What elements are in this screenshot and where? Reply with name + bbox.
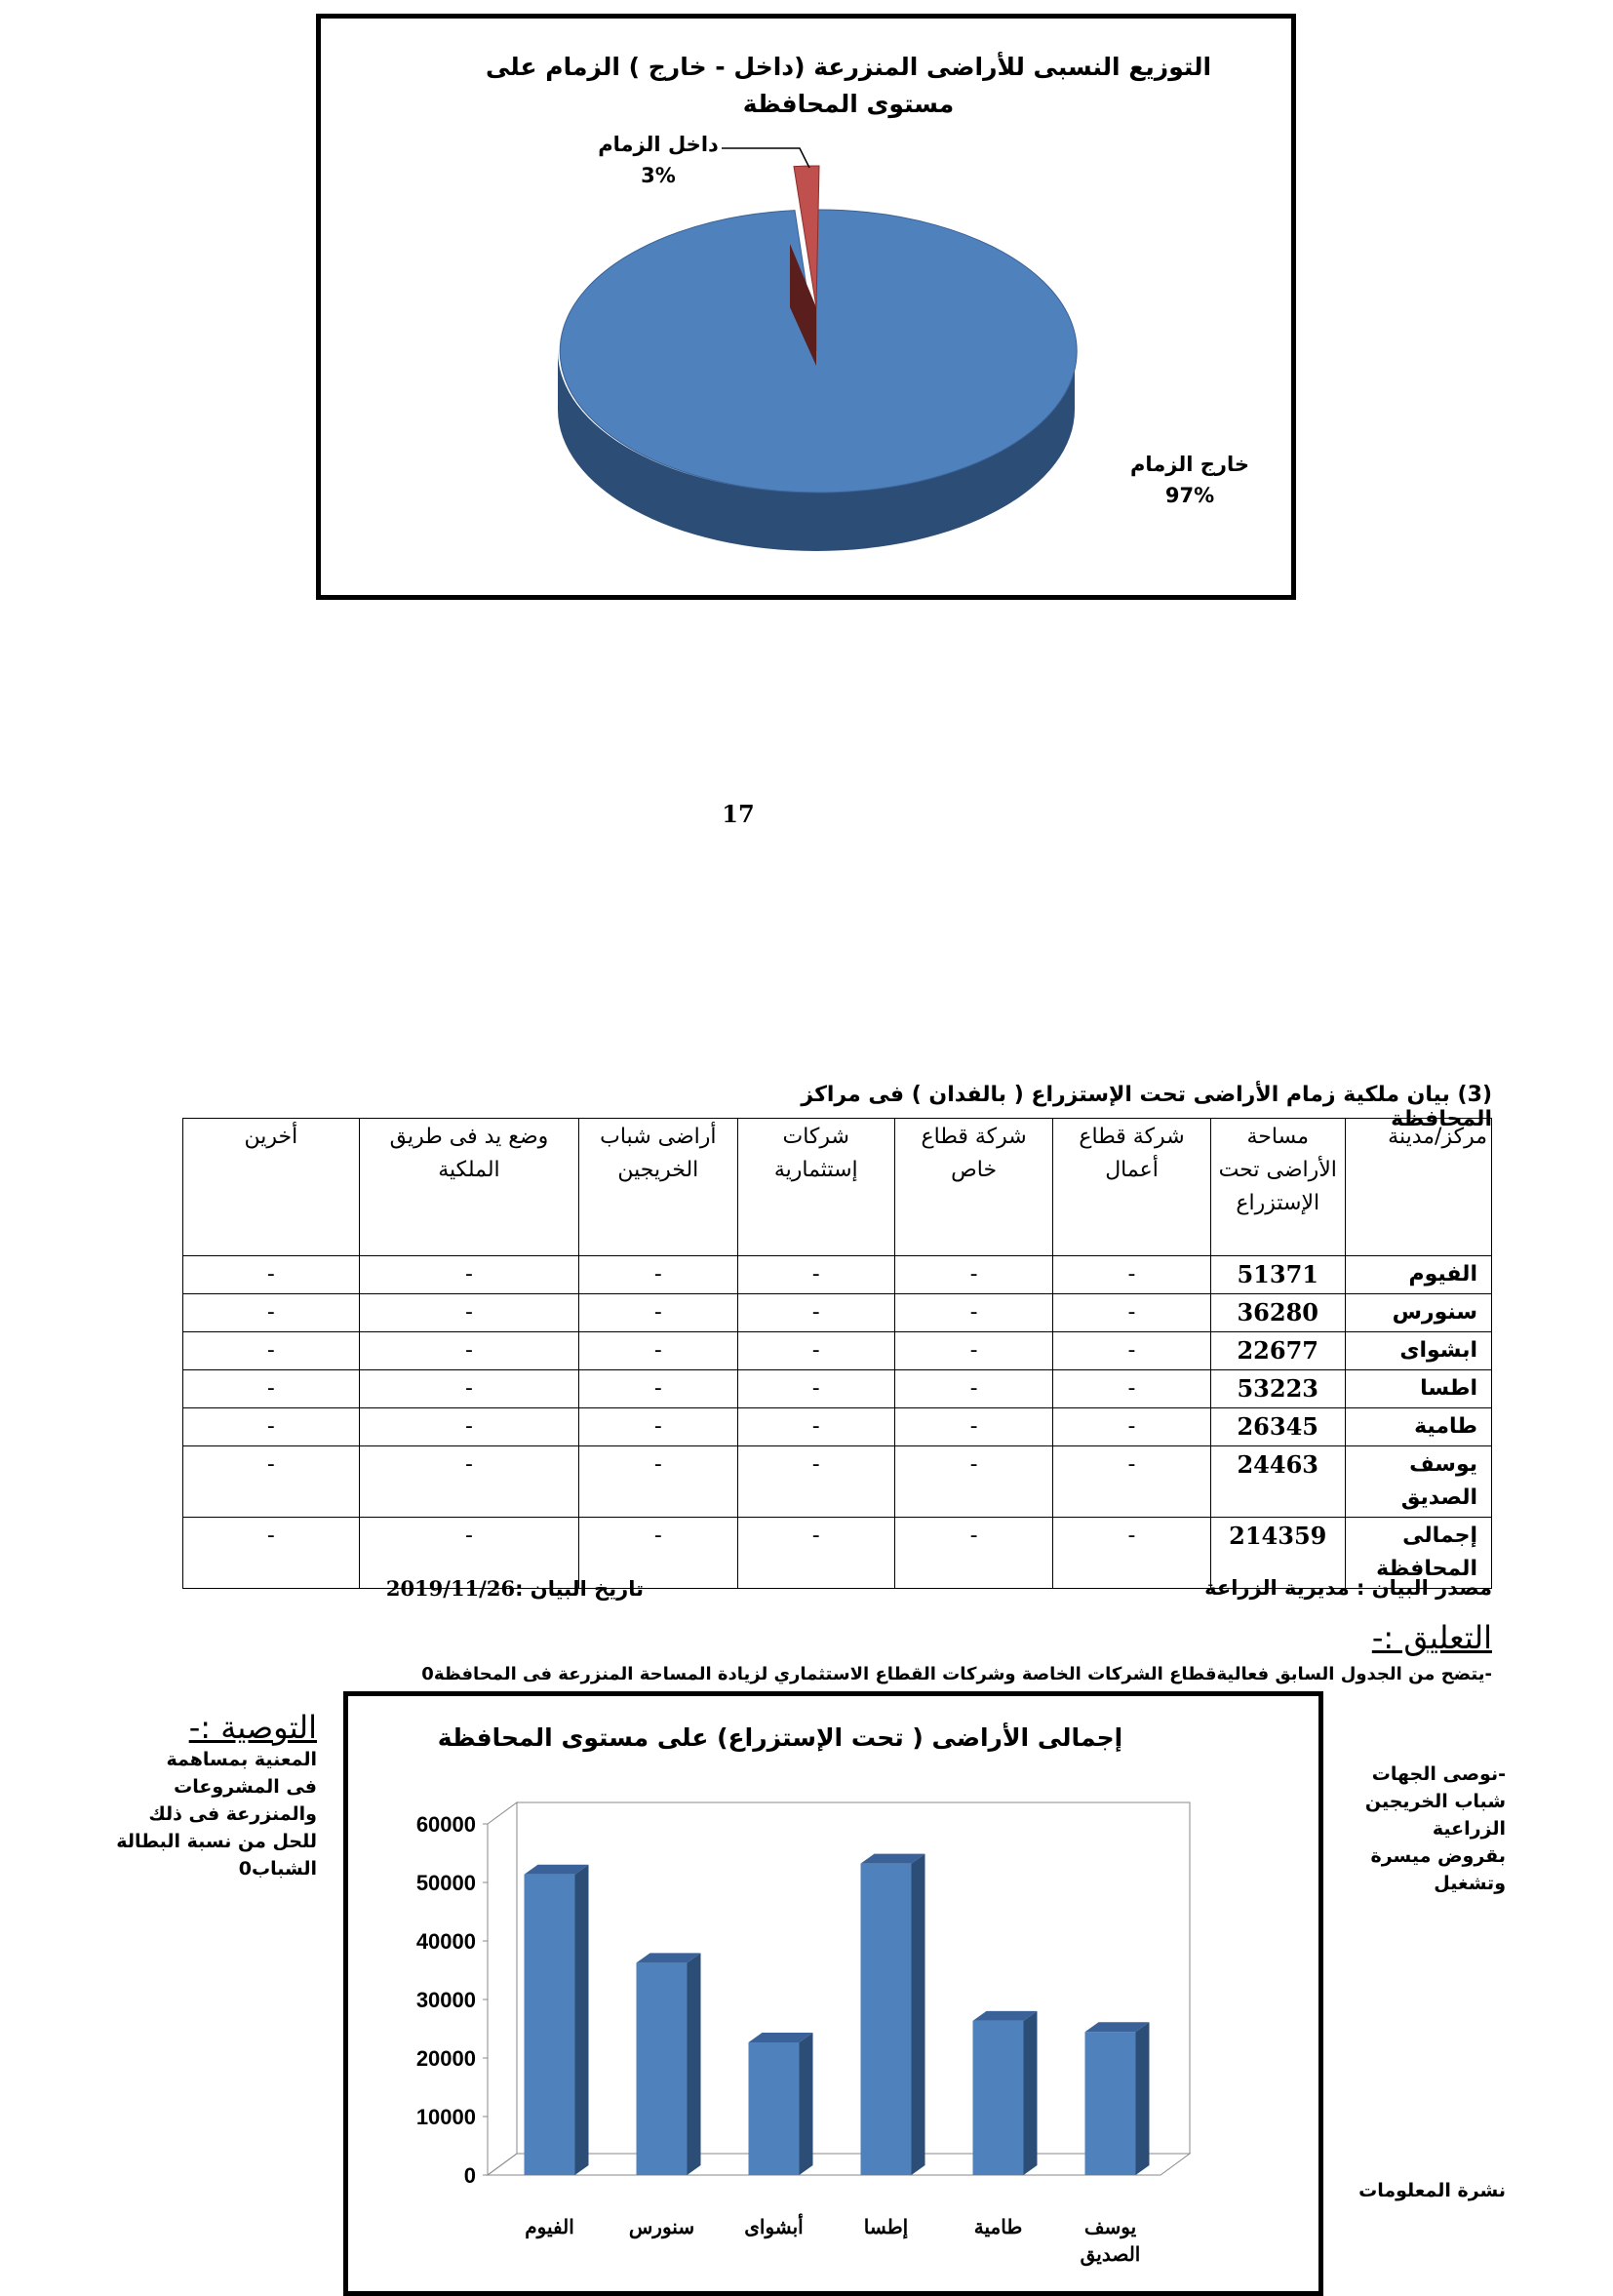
- cell-value: -: [183, 1408, 360, 1446]
- table-row: [183, 1408, 1492, 1446]
- header-public-business: شركة قطاع أعمال: [1053, 1119, 1210, 1256]
- recommendation-right-line: شباب الخريجين: [1364, 1791, 1506, 1812]
- cell-area-value: 214359: [1210, 1518, 1345, 1589]
- bar-side: [1024, 2011, 1038, 2175]
- date-value: 2019/11/26: [385, 1576, 516, 1601]
- cell-value: -: [359, 1518, 578, 1589]
- bar-chart-graphic: [371, 1775, 1307, 2273]
- pie-chart-title: التوزيع النسبى للأراضى المنزرعة (داخل - خارج ) الزمام على مستوى المحافظة: [485, 53, 1212, 118]
- x-category-label: سنورس: [628, 2217, 695, 2238]
- cell-value: -: [737, 1446, 894, 1518]
- cell-value: -: [1053, 1408, 1210, 1446]
- cell-value: -: [579, 1370, 737, 1408]
- pie-slice-outside: [560, 210, 1077, 493]
- cell-value: -: [359, 1370, 578, 1408]
- cell-value: -: [894, 1294, 1052, 1332]
- recommendation-left-line: فى المشروعات: [174, 1776, 317, 1798]
- chart-side-wall: [488, 1802, 517, 2175]
- cell-value: -: [737, 1518, 894, 1589]
- header-investment-companies: شركات إستثمارية: [737, 1119, 894, 1256]
- cell-value: -: [579, 1294, 737, 1332]
- cell-value: -: [359, 1256, 578, 1294]
- pie-chart-graphic: [322, 117, 1287, 585]
- cell-value: -: [737, 1294, 894, 1332]
- cell-value: -: [183, 1332, 360, 1370]
- pie-label-inside-value: 3%: [641, 164, 676, 187]
- cell-area-value: 51371: [1210, 1256, 1345, 1294]
- recommendation-right-line: بقروض ميسرة: [1370, 1845, 1506, 1867]
- cell-value: -: [359, 1446, 578, 1518]
- bar: [637, 1962, 688, 2175]
- cell-value: -: [1053, 1294, 1210, 1332]
- cell-value: -: [737, 1408, 894, 1446]
- bar-side: [575, 1865, 589, 2175]
- date-label: تاريخ البيان :: [515, 1577, 644, 1601]
- cell-value: -: [1053, 1446, 1210, 1518]
- cell-value: -: [183, 1370, 360, 1408]
- cell-value: -: [579, 1446, 737, 1518]
- bar-chart-title: إجمالى الأراضى ( تحت الإستزراع) على مستوى المحافظة: [437, 1723, 1123, 1752]
- cell-value: -: [1053, 1332, 1210, 1370]
- cell-value: -: [894, 1446, 1052, 1518]
- cell-area-value: 53223: [1210, 1370, 1345, 1408]
- bar-side: [912, 1854, 925, 2175]
- bar: [1085, 2032, 1136, 2175]
- table-row: [183, 1256, 1492, 1294]
- header-area: مساحة الأراضى تحت الإستزراع: [1210, 1119, 1345, 1256]
- source-value: مديرية الزراعة: [1204, 1576, 1350, 1600]
- pie-label-outside-value: 97%: [1164, 484, 1215, 507]
- cell-city-name: اطسا: [1345, 1370, 1491, 1408]
- cell-value: -: [579, 1518, 737, 1589]
- cell-area-value: 24463: [1210, 1446, 1345, 1518]
- source-label: مصدر البيان :: [1357, 1576, 1492, 1600]
- table-row: [183, 1332, 1492, 1370]
- table-caption: (3) بيان ملكية زمام الأراضى تحت الإستزراع ( بالفدان ) فى مراكز المحافظة: [801, 1083, 1492, 1131]
- y-tick-label: 30000: [415, 1988, 476, 2012]
- recommendation-right-line: الزراعية: [1432, 1818, 1506, 1840]
- cell-value: -: [183, 1256, 360, 1294]
- comment-text: -يتضح من الجدول السابق فعاليةقطاع الشركات الخاصة وشركات القطاع الاستثماري لزيادة المساحة المنزرعة فى المحافظة0: [421, 1664, 1492, 1684]
- recommendation-right-line: -نوصى الجهات: [1371, 1763, 1506, 1785]
- recommendation-left-line: المعنية بمساهمة: [166, 1749, 317, 1770]
- bar: [973, 2021, 1024, 2175]
- date-info: [361, 1576, 644, 1601]
- cell-value: -: [1053, 1370, 1210, 1408]
- cell-value: -: [737, 1370, 894, 1408]
- cell-value: -: [183, 1294, 360, 1332]
- cell-area-value: 26345: [1210, 1408, 1345, 1446]
- cell-value: -: [579, 1408, 737, 1446]
- cell-value: -: [737, 1332, 894, 1370]
- y-tick-label: 20000: [415, 2046, 476, 2071]
- source-info: [995, 1576, 1492, 1600]
- cell-value: -: [894, 1408, 1052, 1446]
- cell-city-name: سنورس: [1345, 1294, 1491, 1332]
- cell-city-name: إجمالى المحافظة: [1345, 1518, 1491, 1589]
- cell-value: -: [1053, 1256, 1210, 1294]
- cell-value: -: [894, 1256, 1052, 1294]
- recommendation-left-line: الشباب0: [238, 1858, 317, 1880]
- table-row: [183, 1370, 1492, 1408]
- cell-value: -: [737, 1256, 894, 1294]
- cell-value: -: [183, 1446, 360, 1518]
- cell-value: -: [579, 1256, 737, 1294]
- cell-value: -: [1053, 1518, 1210, 1589]
- y-tick-label: 10000: [415, 2105, 476, 2129]
- cell-value: -: [894, 1370, 1052, 1408]
- page-number: 17: [722, 800, 755, 828]
- recommendation-heading: التوصية :-: [188, 1709, 317, 1746]
- x-category-label: يوسف الصديق: [1080, 2217, 1141, 2266]
- cell-city-name: طامية: [1345, 1408, 1491, 1446]
- cell-value: -: [894, 1518, 1052, 1589]
- table-header-row: [183, 1119, 1492, 1256]
- cell-city-name: يوسف الصديق: [1345, 1446, 1491, 1518]
- table-row: [183, 1294, 1492, 1332]
- header-graduates-land: أراضى شباب الخريجين: [579, 1119, 737, 1256]
- recommendation-right-line: وتشغيل: [1434, 1873, 1506, 1894]
- recommendation-left-text: [107, 1746, 317, 1882]
- header-city: مركز/مدينة: [1345, 1119, 1491, 1256]
- pie-label-outside-name: خارج الزمام: [1130, 453, 1249, 476]
- cell-value: -: [579, 1332, 737, 1370]
- cell-value: -: [359, 1294, 578, 1332]
- x-category-label: أبشواى: [744, 2217, 804, 2238]
- bar: [525, 1875, 575, 2175]
- cell-value: -: [359, 1332, 578, 1370]
- header-private-company: شركة قطاع خاص: [894, 1119, 1052, 1256]
- bar: [749, 2042, 800, 2175]
- cell-city-name: ابشواى: [1345, 1332, 1491, 1370]
- y-tick-label: 40000: [415, 1929, 476, 1954]
- comment-heading: التعليق :-: [1371, 1619, 1492, 1656]
- header-others: أخرين: [183, 1119, 360, 1256]
- footer-note: نشرة المعلومات: [1358, 2180, 1506, 2201]
- x-category-label: الفيوم: [525, 2217, 574, 2238]
- cell-area-value: 36280: [1210, 1294, 1345, 1332]
- header-hand-possession: وضع يد فى طريق الملكية: [359, 1119, 578, 1256]
- cell-value: -: [183, 1518, 360, 1589]
- bar: [861, 1864, 912, 2175]
- chart-floor: [488, 2154, 1190, 2175]
- y-tick-label: 50000: [415, 1871, 476, 1895]
- pie-label-inside: [585, 129, 731, 191]
- cell-area-value: 22677: [1210, 1332, 1345, 1370]
- recommendation-left-line: والمنزرعة فى ذلك: [148, 1803, 317, 1825]
- y-tick-label: 0: [463, 2163, 476, 2188]
- x-category-label: إطسا: [863, 2217, 909, 2238]
- table-row: [183, 1446, 1492, 1518]
- cell-value: -: [359, 1408, 578, 1446]
- pie-label-outside: [1121, 449, 1258, 511]
- bar-side: [800, 2033, 813, 2175]
- pie-leader-line: [722, 148, 809, 168]
- y-tick-label: 60000: [415, 1812, 476, 1837]
- recommendation-left-line: للحل من نسبة البطالة: [116, 1831, 317, 1852]
- ownership-table: [182, 1118, 1492, 1589]
- bar-side: [1136, 2022, 1150, 2175]
- cell-city-name: الفيوم: [1345, 1256, 1491, 1294]
- recommendation-right-text: [1328, 1761, 1506, 1897]
- pie-label-inside-name: داخل الزمام: [598, 133, 719, 156]
- cell-value: -: [894, 1332, 1052, 1370]
- bar-side: [688, 1953, 701, 2175]
- x-category-label: طامية: [973, 2217, 1023, 2238]
